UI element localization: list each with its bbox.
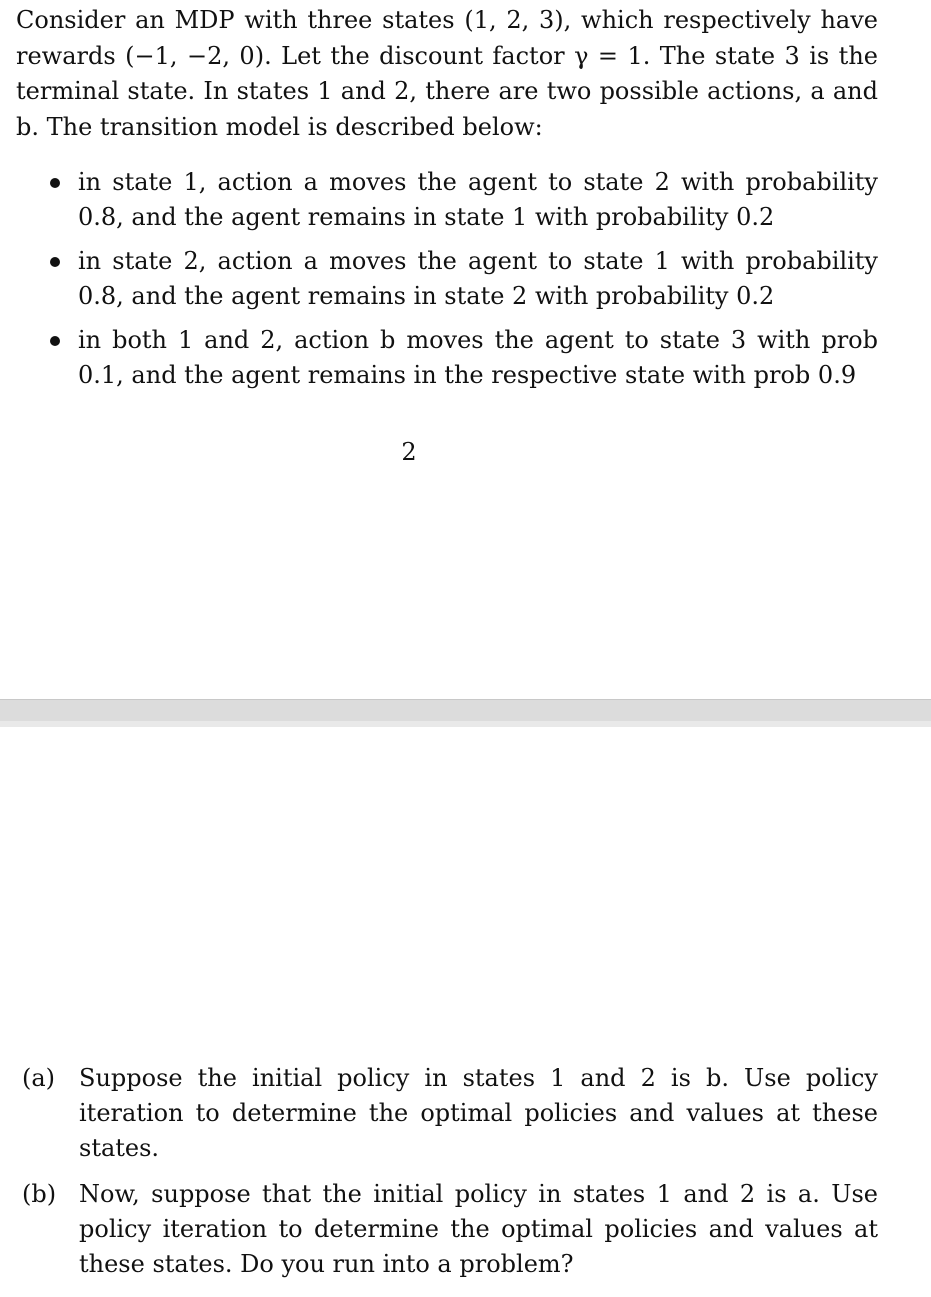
question-label-b: (b) <box>22 1180 57 1208</box>
transition-item-2 <box>50 244 878 314</box>
transition-item-1 <box>50 165 878 235</box>
transition-text-1: in state 1, action a moves the agent to state 2 with probability 0.8, and the agent remains in state 1 with probability 0.2 <box>78 168 878 231</box>
question-list <box>22 1061 878 1293</box>
transition-list <box>50 165 878 402</box>
transition-text-2: in state 2, action a moves the agent to state 1 with probability 0.8, and the agent remains in state 2 with probability 0.2 <box>78 247 878 310</box>
question-text-a: Suppose the initial policy in states 1 and 2 is b. Use policy iteration to determine the optimal policies and values at these states. <box>79 1064 878 1162</box>
page-separator <box>0 699 931 727</box>
intro-text: Consider an MDP with three states (1, 2, 3), which respectively have rewards (−1, −2, 0). Let the discount factor γ = 1. The state 3 is the terminal state. In states 1 and 2, there are two possible actions, a and b. The transition model is described below: <box>16 6 878 141</box>
page-bottom <box>0 727 931 1297</box>
bullet-icon <box>50 257 60 267</box>
question-a <box>22 1061 878 1166</box>
question-text-b: Now, suppose that the initial policy in states 1 and 2 is a. Use policy iteration to determine the optimal policies and values at these states. Do you run into a problem? <box>79 1180 878 1278</box>
intro-paragraph <box>16 3 878 145</box>
bullet-icon <box>50 178 60 188</box>
bullet-icon <box>50 336 60 346</box>
question-label-a: (a) <box>22 1064 56 1092</box>
page-number: 2 <box>401 438 417 466</box>
transition-item-3 <box>50 323 878 393</box>
question-b <box>22 1177 878 1282</box>
transition-text-3: in both 1 and 2, action b moves the agent to state 3 with prob 0.1, and the agent remains in the respective state with prob 0.9 <box>78 326 878 389</box>
